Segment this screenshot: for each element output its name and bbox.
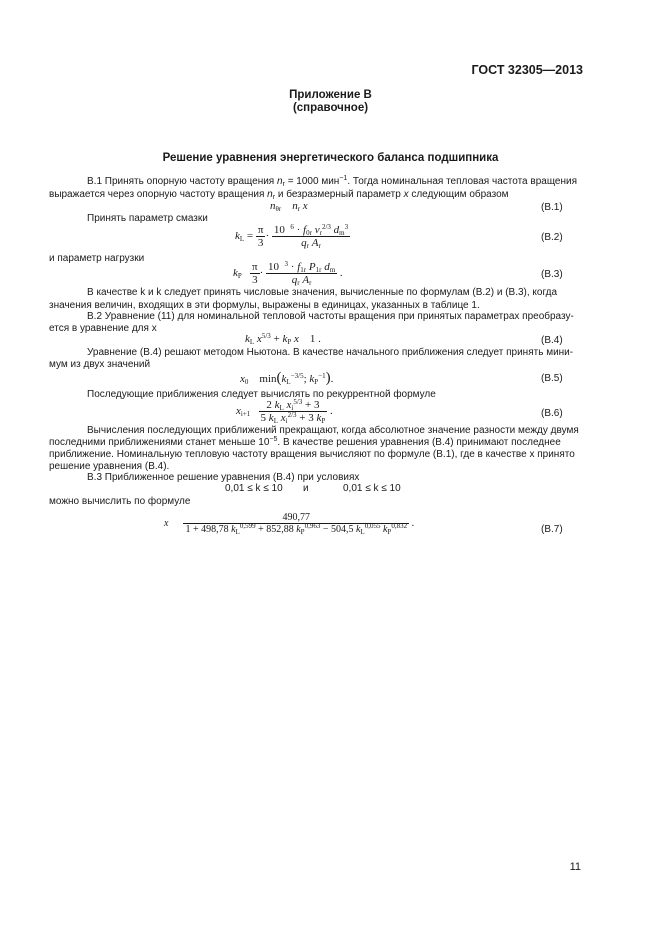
text-fragment: и безразмерный параметр [277, 189, 401, 200]
load-label: и параметр нагрузки [49, 253, 145, 264]
equation-b6: $x_{i+1}$ $\frac{2 k_L x_i^{5/3} + 3}{5 k_L x_i^{2/3} + 3 k_P}$ . [236, 398, 333, 425]
paragraph-b3-line1: В.3 Приближенное решение уравнения (В.4) при условиях [87, 472, 360, 483]
paragraph-stop-line3: приближение. Номинальную тепловую частоту вращения вычисляют по формуле (В.1), где в качестве x принято [49, 449, 575, 460]
equation-b2-number: (В.2) [541, 232, 563, 243]
equation-b1: $n_{\theta r}$ $n_r$ x [270, 200, 308, 213]
text-fragment: В.1 Принять опорную частоту вращения [87, 176, 275, 187]
page-number: 11 [569, 861, 581, 873]
text-fragment: выражается через опорную частоту вращения [49, 189, 265, 200]
appendix-title: Приложение В [289, 89, 372, 101]
section-title: Решение уравнения энергетического баланса подшипника [162, 152, 499, 164]
b7-exp3a: 0,055 [364, 522, 381, 530]
b7-numerator: 490,77 [282, 512, 310, 523]
equation-b7: x $\frac{490,77}{1 + 498,78 k_L^{0,599} + 852,88 k_P^{0,963} - 504,5 k_L^{0,055} k_P^{0,832}}$ . [164, 512, 415, 536]
text-fragment: . В качестве решения уравнения (В.4) принимают последнее [277, 437, 561, 448]
paragraph-recurrent: Последующие приближения следует вычислять по рекуррентной формуле [87, 389, 436, 400]
b7-exp1: 0,599 [239, 522, 256, 530]
b7-coef3: 504,5 [330, 524, 354, 535]
equation-b7-number: (В.7) [541, 524, 563, 535]
equation-b5-number: (В.5) [541, 373, 563, 384]
exponent: −5 [269, 436, 278, 443]
paragraph-k-values-line1: В качестве k и k следует принять числовые значения, вычисленные по формулам (В.2) и (В.3), когда [87, 287, 558, 298]
b7-coef2: 852,88 [266, 524, 294, 535]
paragraph-b3-line3: можно вычислить по формуле [49, 496, 191, 507]
equation-b6-number: (В.6) [541, 408, 563, 419]
standard-number: ГОСТ 32305—2013 [471, 63, 583, 77]
equation-b3: $k_P$ $\frac{\pi}{3}$ · $\frac{10 ^3 \cdot f_{1r} P_{1r} d_m}{q_r A_r}$ . [233, 260, 343, 287]
text-fragment: . Тогда номинальная тепловая частота вращения [347, 176, 578, 187]
b7-exp2: 0,963 [304, 522, 321, 530]
equation-b4-number: (В.4) [541, 335, 563, 346]
paragraph-newton-line1: Уравнение (В.4) решают методом Ньютона. В качестве начального приближения следует принять мини- [87, 347, 574, 358]
equation-b2: $k_L$ = $\frac{\pi}{3}$ · $\frac{10 ^6 \cdot f_{0r} \nu_r^{2/3} d_m^3}{q_r A_r}$ [235, 223, 349, 250]
b7-coef1: 498,78 [201, 524, 229, 535]
b7-exp3b: 0,832 [391, 522, 408, 530]
paragraph-stop-line4: решение уравнения (В.4). [49, 461, 170, 472]
paragraph-stop-line1: Вычисления последующих приближений прекращают, когда абсолютное значение разности между двумя [87, 425, 579, 436]
equation-b4: $k_L$ $x^{5/3} + k_P$ x 1 . [245, 332, 321, 346]
appendix-subtitle: (справочное) [292, 102, 369, 114]
condition-kp: 0,01 ≤ k ≤ 10 [343, 483, 401, 494]
paragraph-b2-line1: В.2 Уравнение (11) для номинальной тепловой частоты вращения при принятых параметрах преобразу- [87, 311, 574, 322]
text-fragment: = 1000 мин [287, 176, 340, 187]
paragraph-b1-line1: В.1 Принять опорную частоту вращения $n_r = 1000$ мин$^{-1}$. Тогда номинальная тепловая частота вращения [87, 175, 578, 188]
equation-b3-number: (В.3) [541, 269, 563, 280]
paragraph-b2-line2: ется в уравнение для x [49, 323, 157, 334]
equation-b5: $x_0$ $\min(k_L^{-3/5}$; $k_P^{-1}$). [240, 370, 334, 386]
condition-kl: 0,01 ≤ k ≤ 10 [225, 483, 283, 494]
paragraph-newton-line2: мум из двух значений [49, 359, 151, 370]
condition-and: и [303, 483, 309, 494]
text-fragment: следующим образом [411, 189, 509, 200]
text-fragment: последними приближениями станет меньше 10 [49, 437, 270, 448]
equation-b1-number: (В.1) [541, 202, 563, 213]
paragraph-k-values-line2: значения величин, входящих в эти формулы, выражены в единицах, указанных в таблице 1. [49, 300, 480, 311]
paragraph-stop-line2 [49, 437, 561, 449]
paragraph-b1-line2: выражается через опорную частоту вращения $n_r$ и безразмерный параметр x следующим образом [49, 189, 509, 201]
lubrication-label: Принять параметр смазки [87, 213, 208, 224]
